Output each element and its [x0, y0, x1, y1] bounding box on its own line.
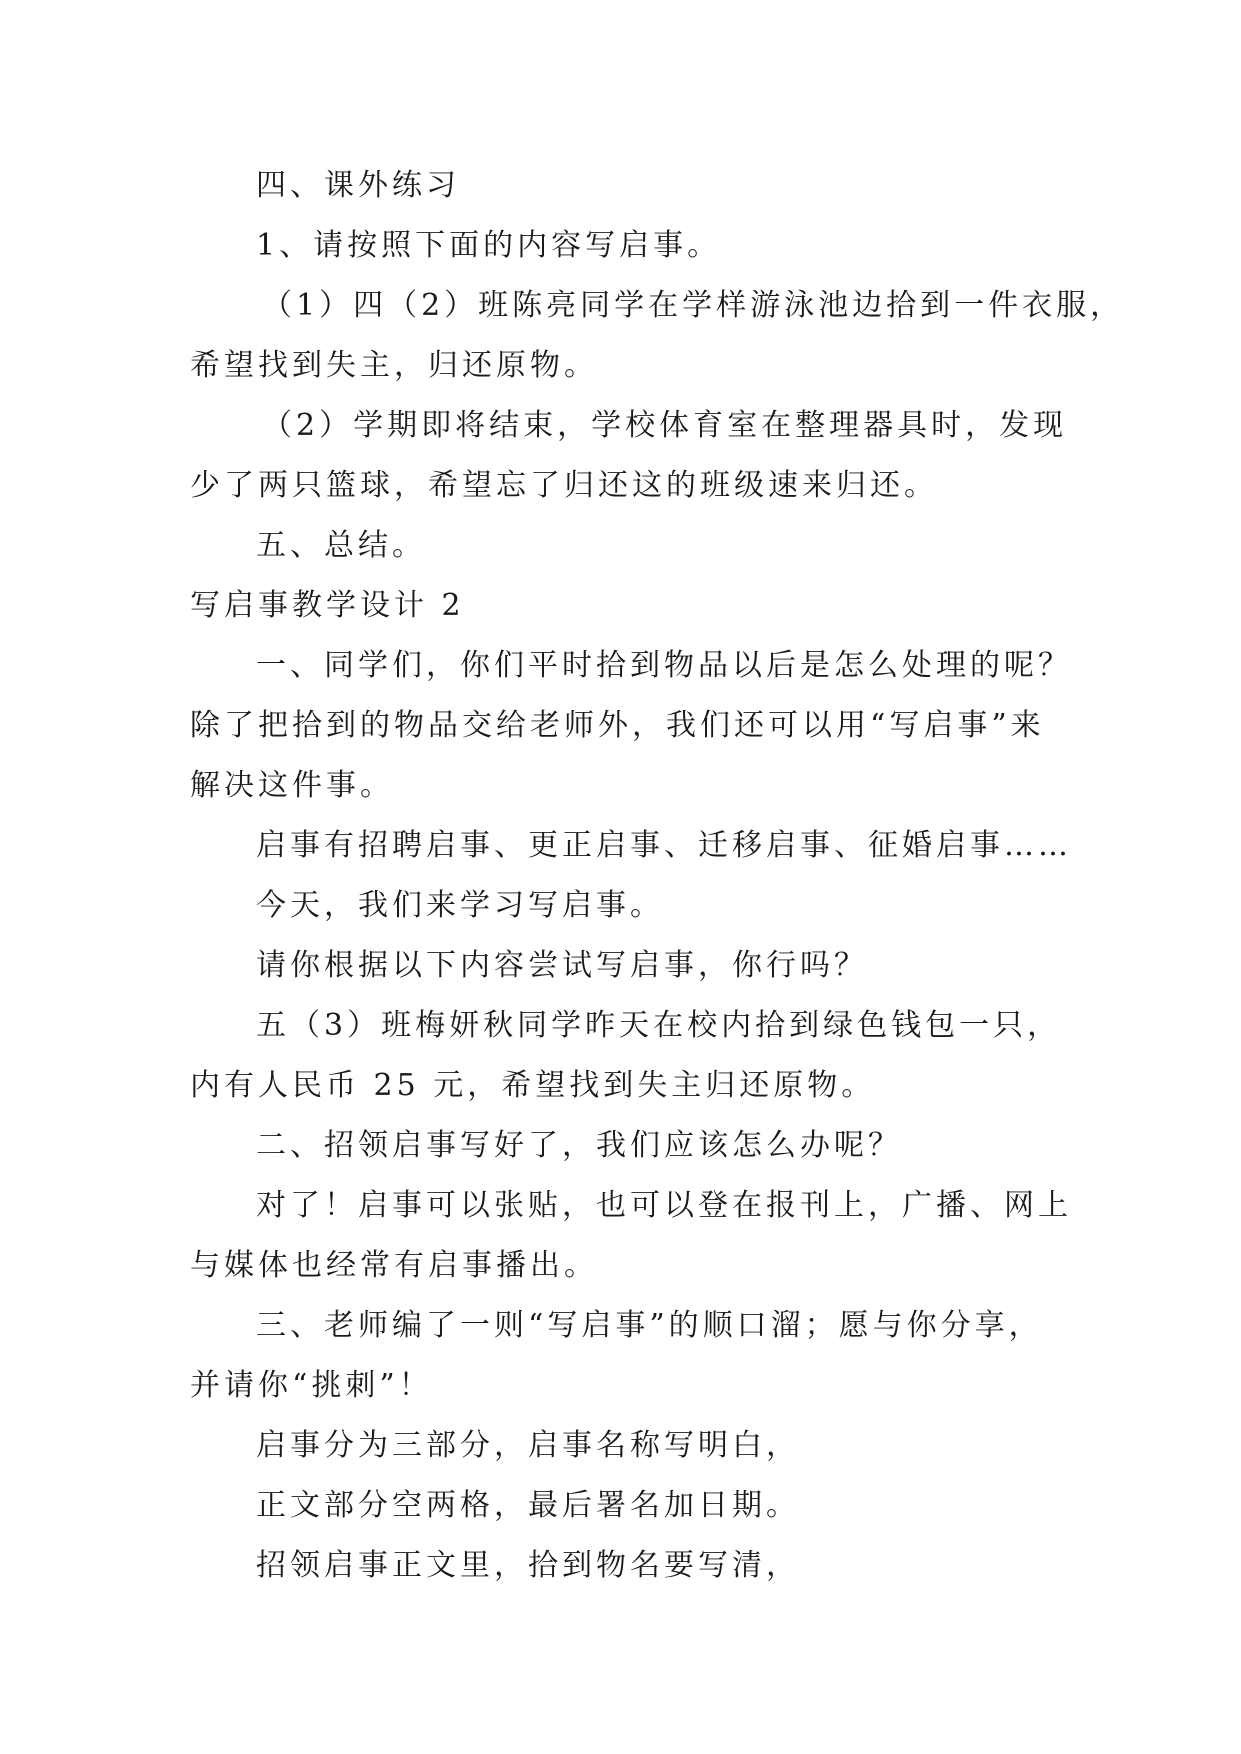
exercise-subitem-1: （1）四（2）班陈亮同学在学样游泳池边拾到一件衣服，: [262, 288, 1125, 323]
rhyme-line-1: 启事分为三部分，启事名称写明白，: [256, 1428, 800, 1463]
paragraph-step-3: 三、老师编了一则“写启事”的顺口溜；愿与你分享，: [256, 1308, 1043, 1343]
paragraph-step-2: 二、招领启事写好了，我们应该怎么办呢？: [256, 1128, 902, 1163]
exercise-subitem-1-cont: 希望找到失主，归还原物。: [190, 348, 598, 383]
paragraph-case-cont: 内有人民币 25 元，希望找到失主归还原物。: [190, 1068, 876, 1103]
design-title: 写启事教学设计 2: [190, 588, 465, 623]
rhyme-line-3: 招领启事正文里，拾到物名要写清，: [256, 1548, 800, 1583]
paragraph-intro: 一、同学们，你们平时拾到物品以后是怎么处理的呢？: [256, 648, 1072, 683]
exercise-item-1: 1、请按照下面的内容写启事。: [256, 228, 722, 263]
exercise-subitem-2: （2）学期即将结束，学校体育室在整理器具时，发现: [262, 408, 1068, 443]
section-heading-homework: 四、课外练习: [256, 168, 460, 203]
paragraph-step-3-cont: 并请你“挑刺”！: [190, 1368, 433, 1403]
paragraph-intro-cont-2: 解决这件事。: [190, 768, 394, 803]
paragraph-intro-cont-1: 除了把拾到的物品交给老师外，我们还可以用“写启事”来: [190, 708, 1045, 743]
section-heading-summary: 五、总结。: [256, 528, 426, 563]
paragraph-notice-types: 启事有招聘启事、更正启事、迁移启事、征婚启事……: [256, 828, 1072, 863]
paragraph-try: 请你根据以下内容尝试写启事，你行吗？: [256, 948, 868, 983]
paragraph-today: 今天，我们来学习写启事。: [256, 888, 664, 923]
paragraph-answer-cont: 与媒体也经常有启事播出。: [190, 1248, 598, 1283]
paragraph-answer: 对了！启事可以张贴，也可以登在报刊上，广播、网上: [256, 1188, 1072, 1223]
rhyme-line-2: 正文部分空两格，最后署名加日期。: [256, 1488, 800, 1523]
exercise-subitem-2-cont: 少了两只篮球，希望忘了归还这的班级速来归还。: [190, 468, 938, 503]
paragraph-case: 五（3）班梅妍秋同学昨天在校内拾到绿色钱包一只，: [256, 1008, 1062, 1043]
